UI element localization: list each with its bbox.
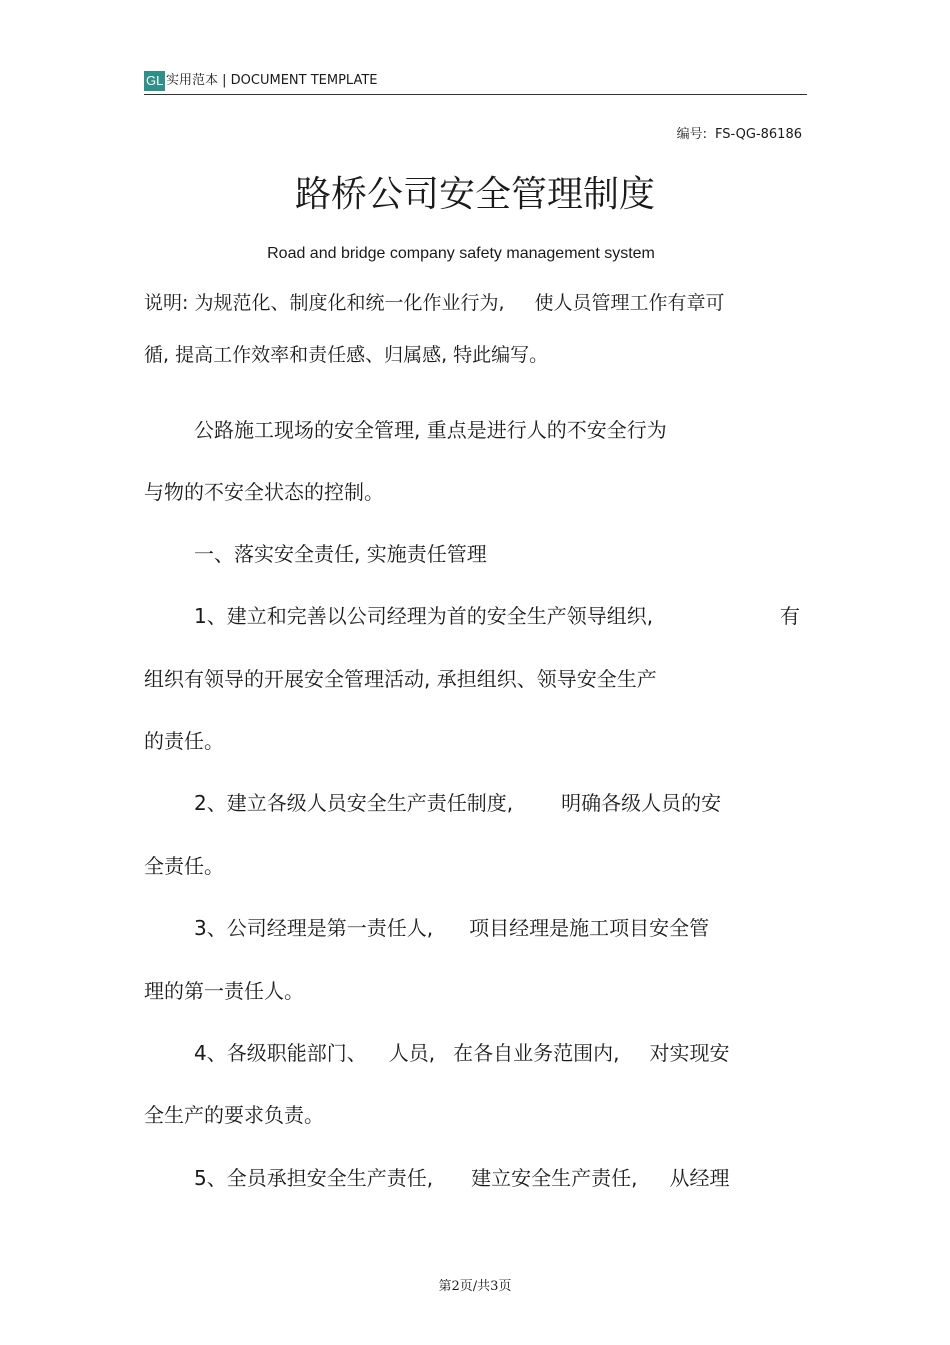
- item3-line-2: 理的第一责任人。: [144, 979, 304, 1003]
- item5-text-3: 从经理: [669, 1166, 730, 1190]
- item4-line-1: [194, 1038, 729, 1068]
- item3-line-1: [194, 913, 709, 943]
- item4-text-3: 在各自业务范围内,: [453, 1041, 620, 1065]
- item2-text-2: 明确各级人员的安: [561, 791, 722, 815]
- document-number-label: 编号:: [676, 127, 707, 142]
- gl-logo: GL: [144, 71, 165, 91]
- item2-line-1: [194, 788, 721, 818]
- item3-text-2: 项目经理是施工项目安全管: [469, 916, 710, 940]
- section-heading-1: 一、落实安全责任, 实施责任管理: [194, 542, 487, 566]
- item5-text-2: 建立安全生产责任,: [471, 1166, 638, 1190]
- note-line-2: 循, 提高工作效率和责任感、归属感, 特此编写。: [144, 344, 549, 366]
- item4-text-1: 4、各级职能部门、: [194, 1041, 367, 1065]
- item1-line-1-end: 有: [780, 604, 800, 628]
- item1-line-3: 的责任。: [144, 729, 224, 753]
- note-text-1: 说明: 为规范化、制度化和统一化作业行为,: [144, 292, 505, 314]
- item1-line-1: [194, 601, 653, 631]
- note-line-1: [144, 288, 725, 318]
- page-title: 路桥公司安全管理制度: [294, 174, 655, 215]
- item4-text-4: 对实现安: [649, 1041, 730, 1065]
- document-number-value: FS-QG-86186: [714, 127, 802, 142]
- item5-text-1: 5、全员承担安全生产责任,: [194, 1166, 434, 1190]
- page-subtitle: Road and bridge company safety management system: [267, 245, 655, 262]
- page-footer: 第2页/共3页: [438, 1279, 512, 1294]
- intro-line-2: 与物的不安全状态的控制。: [144, 480, 384, 504]
- item3-text-1: 3、公司经理是第一责任人,: [194, 916, 434, 940]
- item1-text-1: 1、建立和完善以公司经理为首的安全生产领导组织,: [194, 604, 654, 628]
- page-header: [144, 70, 807, 95]
- item2-line-2: 全责任。: [144, 854, 224, 878]
- item4-text-2: 人员,: [388, 1041, 436, 1065]
- document-number: [677, 126, 802, 144]
- intro-line-1: 公路施工现场的安全管理, 重点是进行人的不安全行为: [194, 418, 667, 442]
- item4-line-2: 全生产的要求负责。: [144, 1103, 324, 1127]
- note-text-2: 使人员管理工作有章可: [534, 292, 725, 314]
- item5-line-1: [194, 1163, 729, 1193]
- header-title: 实用范本 | DOCUMENT TEMPLATE: [166, 73, 378, 88]
- item2-text-1: 2、建立各级人员安全生产责任制度,: [194, 791, 514, 815]
- item1-line-2: 组织有领导的开展安全管理活动, 承担组织、领导安全生产: [144, 667, 657, 691]
